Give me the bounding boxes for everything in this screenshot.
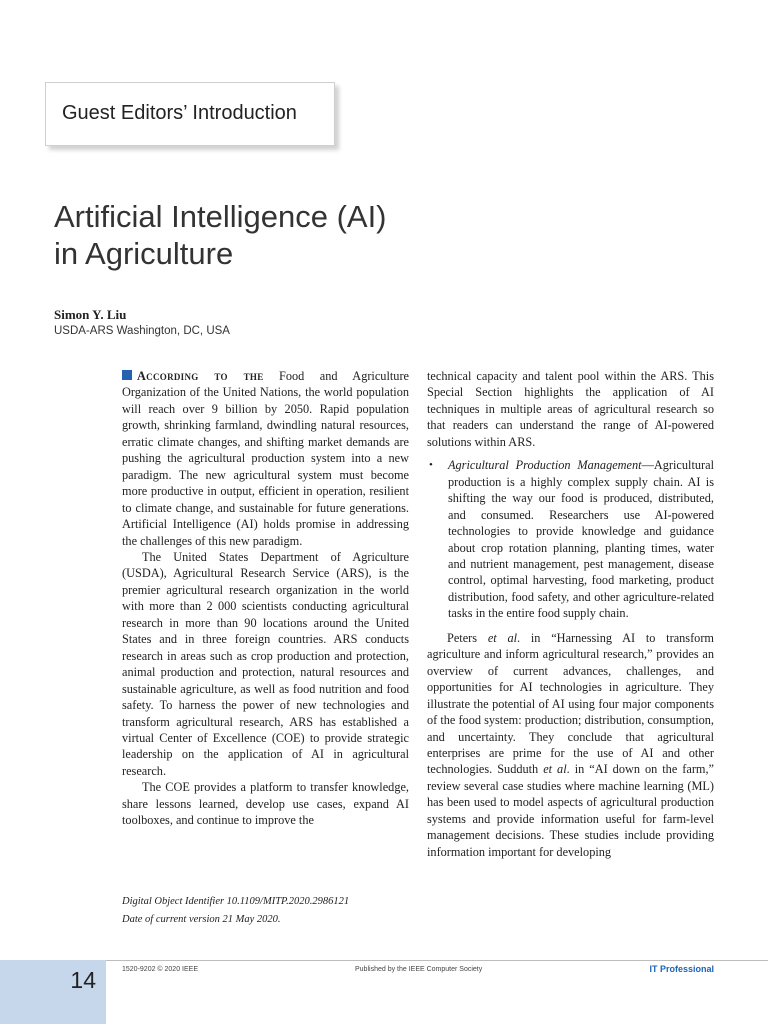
bullet-text: —Agricultural production is a highly complex supply chain. AI is shifting the way our food is produced, distributed, and consumed. Researchers use AI-powered technologies to provide knowledge and guidance about crop rotation planning, planting times, water and nutrient management, pest management, disease control, optimal harvesting, food marketing, product distribution, food safety, and other agriculture-related tasks in the entire food supply chain.: [448, 458, 714, 621]
footer-issn: 1520-9202 © 2020 IEEE: [122, 966, 198, 973]
footer-magazine-name: IT Professional: [649, 964, 714, 974]
section-label-box: [45, 82, 335, 146]
paragraph-1-text: Food and Agriculture Organization of the United Nations, the world population will reach over 9 billion by 2050. Rapid population growth, shrinking farmland, dwindling natural resources, erratic climate changes, and shifting market demands are pushing the agricultural production system into a new paradigm. The new agricultural system must become more productive in output, efficient in operation, resilient to climate change, and sustainable for future generations. Artificial Intelligence (AI) holds promise in addressing the challenges of this new paradigm.: [122, 369, 409, 548]
body-column-right: [427, 368, 714, 860]
paragraph-5-part-b: . in “Harnessing AI to transform agriculture and inform agricultural research,” provides an overview of current advances, challenges, and opportunities for AI technologies in agriculture. They illustrate the potential of AI using four major components of the food system: production; distribution, consumption, and uncertainty. They conclude that agricultural enterprises are prime for the use of AI and other technologies. Sudduth: [427, 630, 714, 777]
author-affiliation: USDA-ARS Washington, DC, USA: [54, 325, 230, 337]
paragraph-5-part-a: Peters: [447, 630, 488, 645]
article-title: [54, 198, 574, 272]
et-al-1: et al: [487, 630, 518, 645]
bullet-marker: •: [429, 459, 433, 472]
doi-date: Date of current version 21 May 2020.: [122, 914, 281, 925]
et-al-2: et al: [543, 762, 567, 777]
author-name: Simon Y. Liu: [54, 307, 127, 322]
title-line-1: Artificial Intelligence (AI): [54, 199, 387, 234]
paragraph-intro: [122, 368, 409, 549]
bullet-term: Agricultural Production Management: [448, 458, 642, 473]
paragraph-5: [427, 630, 714, 860]
bullet-item: [427, 457, 714, 622]
paragraph-4: technical capacity and talent pool within the ARS. This Special Section highlights the application of AI techniques in multiple areas of agricultural research so that readers can understand the range of AI-powered solutions within ARS.: [427, 369, 714, 449]
footer-publisher: Published by the IEEE Computer Society: [355, 966, 483, 973]
page-number-tab: [0, 960, 106, 1024]
section-label: Guest Editors’ Introduction: [62, 102, 297, 124]
title-line-2: in Agriculture: [54, 236, 234, 271]
footer-divider: [0, 960, 768, 961]
paragraph-3: The COE provides a platform to transfer knowledge, share lessons learned, develop use cases, expand AI toolboxes, and continue to improve the: [122, 780, 409, 828]
lead-in-text: According to the: [137, 369, 264, 383]
doi-block: [122, 893, 412, 929]
paragraph-2: The United States Department of Agriculture (USDA), Agricultural Research Service (ARS), is the premier agricultural research organization in the world with more than 2 000 scientists conducting agricultural research in more than 90 locations around the United States and in three foreign countries. ARS conducts research in areas such as crop production and protection, animal production and protection, natural resources and sustainable agriculture, as well as food nutrition and food safety. To harness the power of new technologies and transform agricultural research, ARS has established a virtual Center of Excellence (COE) to provide strategic leadership on the application of AI in agricultural research.: [122, 549, 409, 778]
page-number: 14: [70, 967, 96, 993]
paragraph-5-part-c: . in “AI down on the farm,” review several case studies where machine learning (ML) has been used to model aspects of agricultural production systems and provide information useful for farm-level management decisions. These studies include providing information important for developing: [427, 762, 715, 859]
doi-identifier: Digital Object Identifier 10.1109/MITP.2020.2986121: [122, 896, 350, 907]
section-start-square-icon: [122, 370, 132, 380]
body-column-left: [122, 368, 409, 829]
